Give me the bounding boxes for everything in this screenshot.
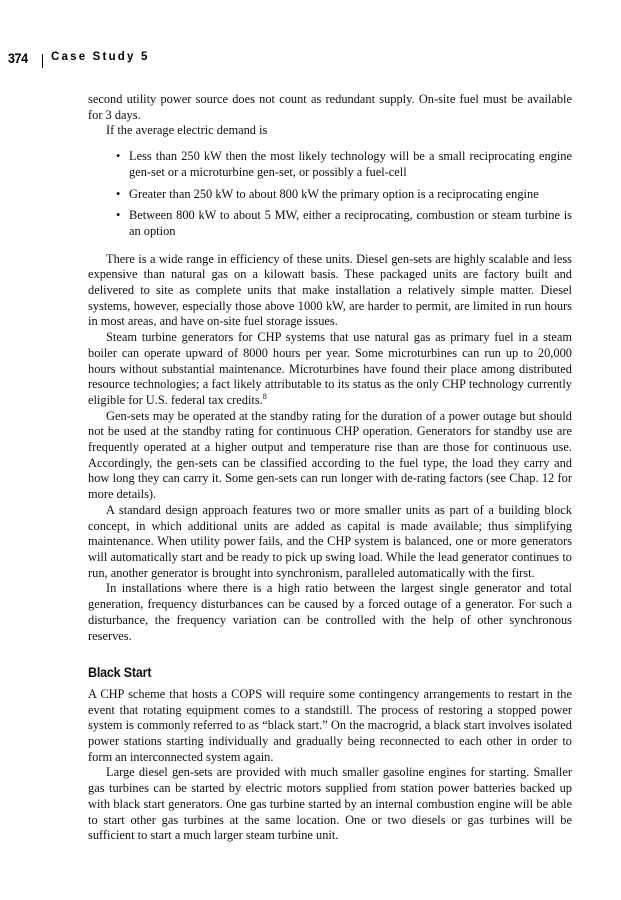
list-item <box>116 186 572 203</box>
paragraph-continued: second utility power source does not count as redundant supply. On-site fuel must be available for 3 days. <box>88 92 572 122</box>
paragraph-building-block: A standard design approach features two or more smaller units as part of a building block concept, in which additional units are added as capital is made available; thus simplifying maintenance. When utility power fails, and the CHP system is balanced, one or more generators will automatically start and be ready to pick up swing load. While the lead generator continues to run, another generator is brought into synchronism, paralleled automatically with the first. <box>88 502 572 580</box>
bullet-icon: • <box>116 186 121 201</box>
paragraph-frequency: In installations where there is a high ratio between the largest single generator and total generation, frequency disturbances can be caused by a forced outage of a generator. For such a disturbance, the frequency variation can be controlled with the help of other synchronous reserves. <box>88 581 572 643</box>
bullet-text: Between 800 kW to about 5 MW, either a reciprocating, combustion or steam turbine is an option <box>129 208 572 238</box>
bullet-text: Less than 250 kW then the most likely technology will be a small reciprocating engine gen-set or a microturbine gen-set, or possibly a fuel-cell <box>129 149 572 179</box>
section-heading-black-start: Black Start <box>88 665 152 681</box>
running-head <box>4 50 304 70</box>
list-item <box>116 208 572 239</box>
running-head-section: Case Study 5 <box>51 51 150 63</box>
bullet-icon: • <box>116 208 121 223</box>
footnote-marker: 8 <box>262 391 267 401</box>
bullet-icon: • <box>116 149 121 164</box>
bullet-text: Greater than 250 kW to about 800 kW the primary option is a reciprocating engine <box>129 186 539 201</box>
demand-bullet-list <box>88 149 572 240</box>
page-number: 374 <box>8 50 28 66</box>
running-head-divider <box>42 54 43 68</box>
paragraph-if-demand: If the average electric demand is <box>106 123 268 138</box>
paragraph-black-start-engines: Large diesel gen-sets are provided with much smaller gasoline engines for starting. Smaller gas turbines can be started by electric motors supplied from station power batteries backed up with black start generators. One gas turbine started by an internal combustion engine will be able to start other gas turbines at the same location. One or two diesels or gas turbines will be sufficient to start a much larger steam turbine unit. <box>88 765 572 843</box>
paragraph-black-start-intro: A CHP scheme that hosts a COPS will require some contingency arrangements to restart in the event that rotating equipment comes to a standstill. The process of restoring a stopped power system is commonly referred to as “black start.” On the macrogrid, a black start involves isolated power stations starting individually and gradually being reconnected to each other in order to form an interconnected system again. <box>88 686 572 764</box>
paragraph-efficiency: There is a wide range in efficiency of these units. Diesel gen-sets are highly scalable and less expensive than natural gas on a kilowatt basis. These packaged units are factory built and delivered to site as complete units that make installation a relatively simple matter. Diesel systems, however, especially those above 1000 kW, are harder to permit, are limited in run hours in most areas, and have on-site fuel storage issues. <box>88 251 572 329</box>
paragraph-steam-turbine-text: Steam turbine generators for CHP systems that use natural gas as primary fuel in a steam boiler can operate upward of 8000 hours per year. Some microturbines can run up to 20,000 hours without substantial maintenance. Microturbines have found their place among distributed resource technologies; a fact likely attributable to its status as the only CHP technology currently eligible for U.S. federal tax credits. <box>88 330 572 407</box>
body-text <box>88 92 572 844</box>
paragraph-steam-turbine <box>88 330 572 409</box>
list-item <box>116 149 572 180</box>
paragraph-standby-rating: Gen-sets may be operated at the standby rating for the duration of a power outage but should not be used at the standby rating for continuous CHP operation. Generators for standby use are frequently operated at a higher output and temperature rise than are those for continuous use. Accordingly, the gen-sets can be classified according to the fuel type, the load they carry and how long they can carry it. Some gen-sets can run longer with de-rating factors (see Chap. 12 for more details). <box>88 408 572 502</box>
